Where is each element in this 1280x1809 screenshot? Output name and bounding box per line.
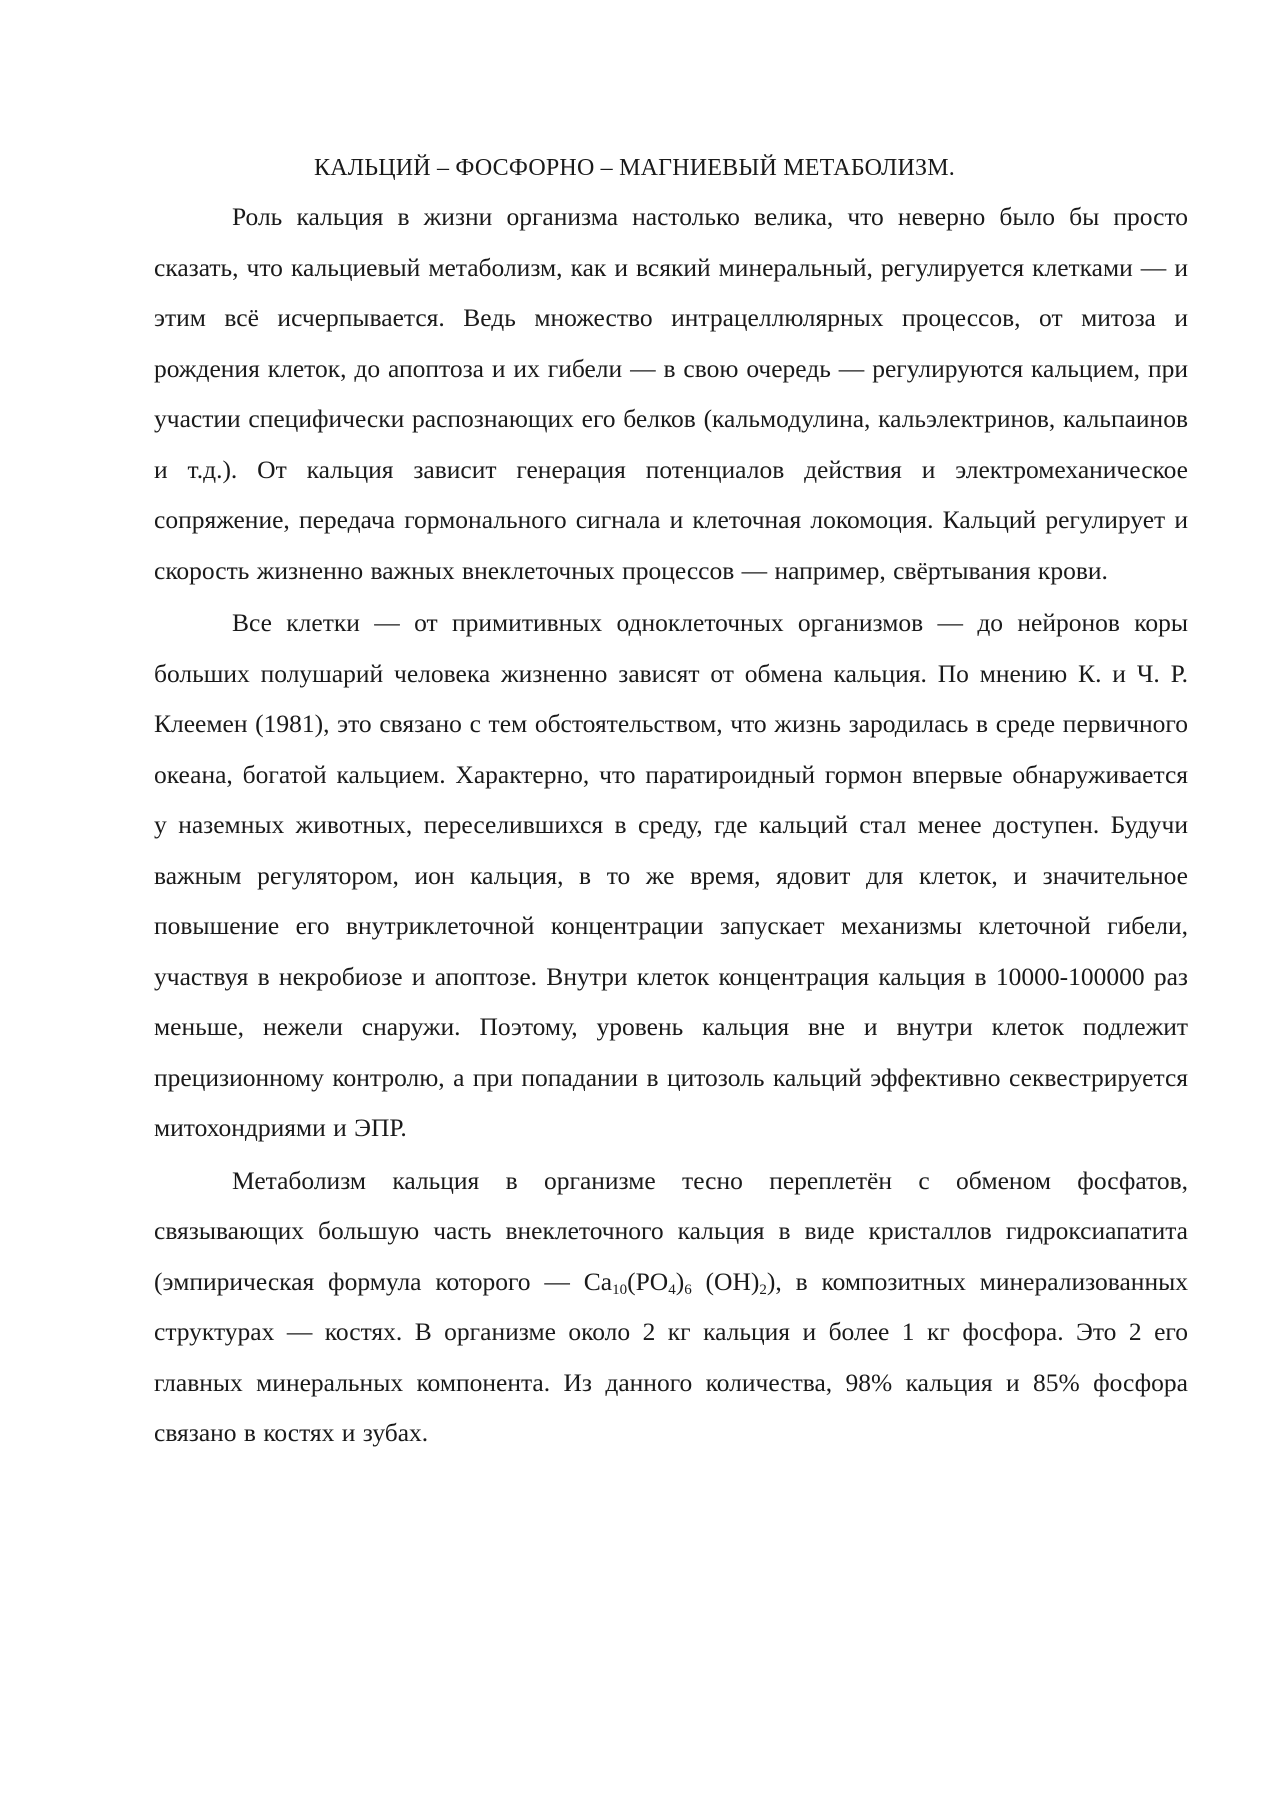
paragraph-text-before-formula: Метаболизм кальция в организме тесно переплетён с обменом фосфатов, связывающих большую часть внеклеточного кальция в виде кристаллов гидроксиапатита (эмпирическая формула которого —: [154, 1165, 1188, 1296]
document-body: [154, 150, 1188, 1461]
paragraph-calcium-exchange: Все клетки — от примитивных одноклеточных организмов — до нейронов коры больших полушарий человека жизненно зависят от обмена кальция. По мнению К. и Ч. Р. Клеемен (1981), это связано с тем обстоятельством, что жизнь зародилась в среде первичного океана, богатой кальцием. Характерно, что паратироидный гормон впервые обнаруживается у наземных животных, переселившихся в среду, где кальций стал менее доступен. Будучи важным регулятором, ион кальция, в то же время, ядовит для клеток, и значительное повышение его внутриклеточной концентрации запускает механизмы клеточной гибели, участвуя в некробиозе и апоптозе. Внутри клеток концентрация кальция в 10000-100000 раз меньше, нежели снаружи. Поэтому, уровень кальция вне и внутри клеток подлежит прецизионному контролю, а при попадании в цитозоль кальций эффективно секвестрируется митохондриями и ЭПР.: [154, 608, 1188, 1142]
document-title: КАЛЬЦИЙ – ФОСФОРНО – МАГНИЕВЫЙ МЕТАБОЛИЗМ.: [314, 155, 955, 181]
paragraph-calcium-role: Роль кальция в жизни организма настолько велика, что неверно было бы просто сказать, что кальциевый метаболизм, как и всякий минеральный, регулируется клетками — и этим всё исчерпывается. Ведь множество интрацеллюлярных процессов, от митоза и рождения клеток, до апоптоза и их гибели — в свою очередь — регулируются кальцием, при участии специфически распознающих его белков (кальмодулина, кальэлектринов, кальпаинов и т.д.). От кальция зависит генерация потенциалов действия и электромеханическое сопряжение, передача гормонального сигнала и клеточная локомоция. Кальций регулирует и скорость жизненно важных внеклеточных процессов — например, свёртывания крови.: [154, 202, 1188, 585]
hydroxyapatite-formula: $Ca_{10}(PO_4)_6$ $(OH)_2$): [583, 1266, 776, 1298]
paragraph-calcium-phosphate: [154, 1156, 1188, 1459]
paragraph-text-after-formula: , в композитных минерализованных структурах — костях. В организме около 2 кг кальция и более 1 кг фосфора. Это 2 его главных минеральных компонента. Из данного количества, 98% кальция и 85% фосфора связано в костях и зубах.: [154, 1266, 1188, 1447]
